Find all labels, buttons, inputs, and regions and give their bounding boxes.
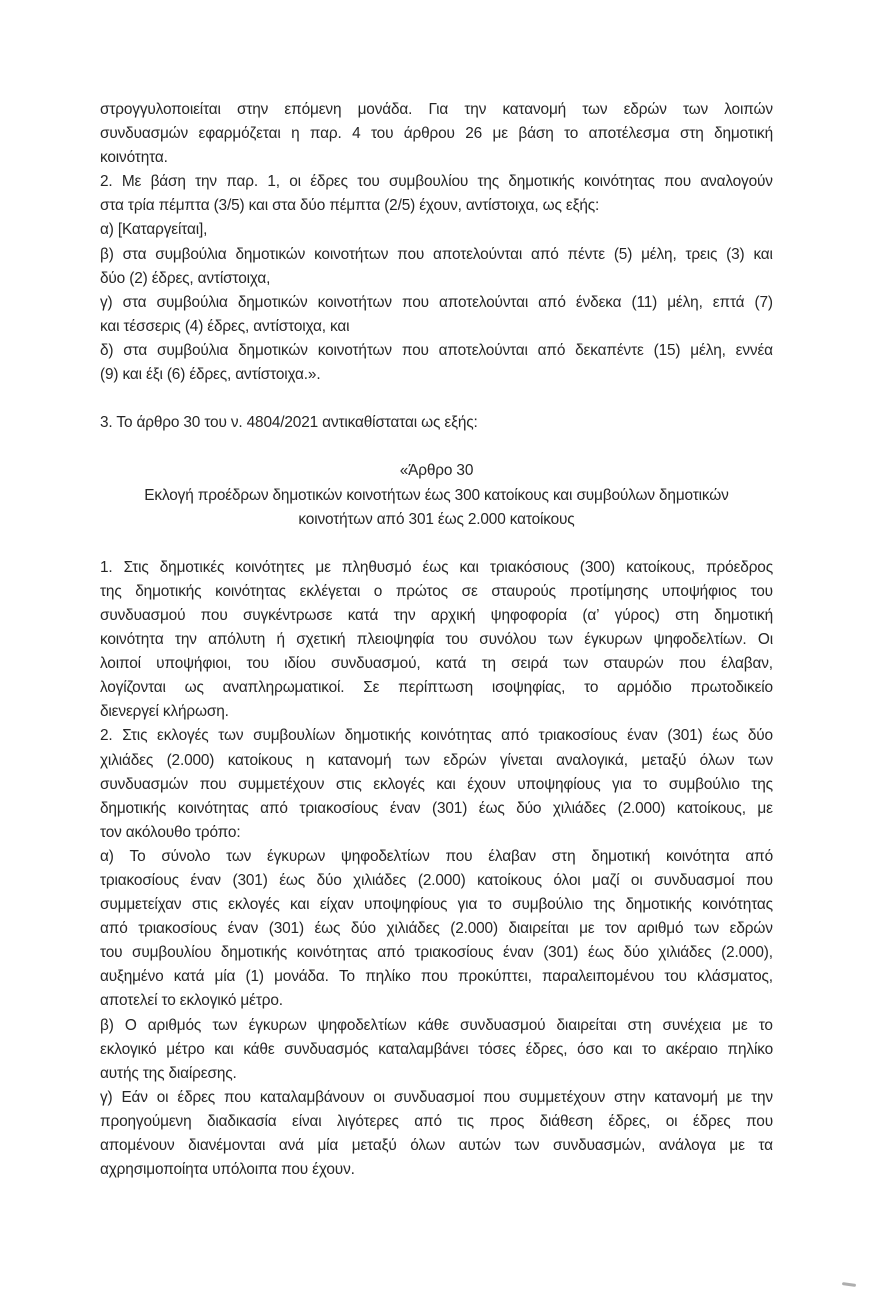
paragraph-block-article-30 xyxy=(100,556,773,1182)
text-line: δ) στα συμβούλια δημοτικών κοινοτήτων που αποτελούνται από δεκαπέντε (15) μέλη, εννέα xyxy=(100,341,773,359)
text-line: 2. Στις εκλογές των συμβουλίων δημοτικής κοινότητας από τριακοσίους έναν (301) έως δύο xyxy=(100,727,773,745)
text-line: αχρησιμοποίητα υπόλοιπα που έχουν. xyxy=(100,1161,355,1179)
text-line: στρογγυλοποιείται στην επόμενη μονάδα. Για την κατανομή των εδρών των λοιπών xyxy=(100,101,773,118)
text-line: απομένουν διανέμονται ανά μία μεταξύ όλων αυτών των συνδυασμών, ανάλογα με τα xyxy=(100,1137,773,1155)
text-line: διενεργεί κλήρωση. xyxy=(100,703,229,721)
text-line: α) [Καταργείται], xyxy=(100,221,208,239)
text-line: λογίζονται ως αναπληρωματικοί. Σε περίπτωση ισοψηφίας, το αρμόδιο πρωτοδικείο xyxy=(100,679,773,697)
text-line: στα τρία πέμπτα (3/5) και στα δύο πέμπτα (2/5) έχουν, αντίστοιχα, ως εξής: xyxy=(100,197,600,215)
text-line: τον ακόλουθο τρόπο: xyxy=(100,823,241,841)
text-line: προηγούμενη διαδικασία είναι λιγότερες από τις προς διάθεση έδρες, οι έδρες που xyxy=(100,1112,773,1130)
text-line: 1. Στις δημοτικές κοινότητες με πληθυσμό έως και τριακόσιους (300) κατοίκους, πρόεδρος xyxy=(100,558,773,576)
document-page xyxy=(100,98,773,1182)
text-line: κοινότητα την απόλυτη ή σχετική πλειοψηφία του συνόλου των έγκυρων ψηφοδελτίων. Οι xyxy=(100,631,773,649)
text-line: αυτής της διαίρεσης. xyxy=(100,1064,237,1082)
text-line: αποτελεί το εκλογικό μέτρο. xyxy=(100,992,283,1010)
text-line: (9) και έξι (6) έδρες, αντίστοιχα.». xyxy=(100,366,321,384)
text-line: εκλογικό μέτρο και κάθε συνδυασμός καταλαμβάνει τόσες έδρες, όσο και το ακέραιο πηλίκο xyxy=(100,1040,773,1058)
text-line: αυξημένο κατά μία (1) μονάδα. Το πηλίκο που προκύπτει, παραλειπομένου του κλάσματος, xyxy=(100,968,773,986)
text-line: συνδυασμών εφαρμόζεται η παρ. 4 του άρθρου 26 με βάση το αποτέλεσμα στη δημοτική xyxy=(100,125,773,143)
article-number: «Άρθρο 30 xyxy=(399,462,474,480)
text-line: γ) στα συμβούλια δημοτικών κοινοτήτων που αποτελούνται από ένδεκα (11) μέλη, επτά (7) xyxy=(100,293,773,311)
text-line: β) Ο αριθμός των έγκυρων ψηφοδελτίων κάθε συνδυασμού διαιρείται στη συνέχεια με το xyxy=(100,1016,773,1034)
text-line: συμμετείχαν στις εκλογές και είχαν υποψηφίους για το συμβούλιο της δημοτικής κοινότητας xyxy=(100,896,773,914)
article-title-line-1: Εκλογή προέδρων δημοτικών κοινοτήτων έως 300 κατοίκους και συμβούλων δημοτικών xyxy=(144,486,729,504)
spacer xyxy=(100,532,773,556)
text-line: τριακοσίους έναν (301) έως δύο χιλιάδες (2.000) κατοίκους όλοι μαζί οι συνδυασμοί που xyxy=(100,872,773,889)
text-line: της δημοτικής κοινότητας εκλέγεται ο πρώτος σε σταυρούς προτίμησης υποψήφιος του xyxy=(100,582,773,600)
text-line: 2. Με βάση την παρ. 1, οι έδρες του συμβουλίου της δημοτικής κοινότητας που αναλογούν xyxy=(100,173,773,191)
text-line: δημοτικής κοινότητας από τριακοσίους έναν (301) έως δύο χιλιάδες (2.000) κατοίκους, με xyxy=(100,799,773,817)
spacer xyxy=(100,387,773,411)
text-line: από τριακοσίους έναν (301) έως δύο χιλιάδες (2.000) διαιρείται με τον αριθμό των εδρών xyxy=(100,920,773,938)
paragraph-block-seat-allocation xyxy=(100,98,773,387)
article-title-line-2: κοινοτήτων από 301 έως 2.000 κατοίκους xyxy=(298,510,575,528)
text-line: λοιποί υποψήφιοι, του ιδίου συνδυασμού, κατά τη σειρά των σταυρών που έλαβαν, xyxy=(100,655,773,673)
text-line: του συμβουλίου δημοτικής κοινότητας από τριακοσίους έναν (301) έως δύο χιλιάδες (2.000), xyxy=(100,944,773,962)
amendment-statement: 3. Το άρθρο 30 του ν. 4804/2021 αντικαθίσταται ως εξής: xyxy=(100,414,478,432)
text-line: κοινότητα. xyxy=(100,149,168,167)
scan-mark xyxy=(842,1282,856,1287)
text-line: γ) Εάν οι έδρες που καταλαμβάνουν οι συνδυασμοί που συμμετέχουν στην κατανομή με την xyxy=(100,1088,773,1106)
text-line: συνδυασμού που συγκέντρωσε κατά την αρχική ψηφοφορία (α’ γύρος) στη δημοτική xyxy=(100,606,773,624)
text-line: α) Το σύνολο των έγκυρων ψηφοδελτίων που έλαβαν στη δημοτική κοινότητα από xyxy=(100,847,773,865)
text-line: β) στα συμβούλια δημοτικών κοινοτήτων που αποτελούνται από πέντε (5) μέλη, τρεις (3) και xyxy=(100,245,773,263)
text-line: χιλιάδες (2.000) κατοίκους η κατανομή των εδρών γίνεται αναλογικά, μεταξύ όλων των xyxy=(100,751,773,769)
spacer xyxy=(100,435,773,459)
text-line: και τέσσερις (4) έδρες, αντίστοιχα, και xyxy=(100,317,350,335)
text-line: δύο (2) έδρες, αντίστοιχα, xyxy=(100,269,271,287)
text-line: συνδυασμών που συμμετέχουν στις εκλογές και έχουν υποψηφίους για το συμβούλιο της xyxy=(100,775,773,793)
